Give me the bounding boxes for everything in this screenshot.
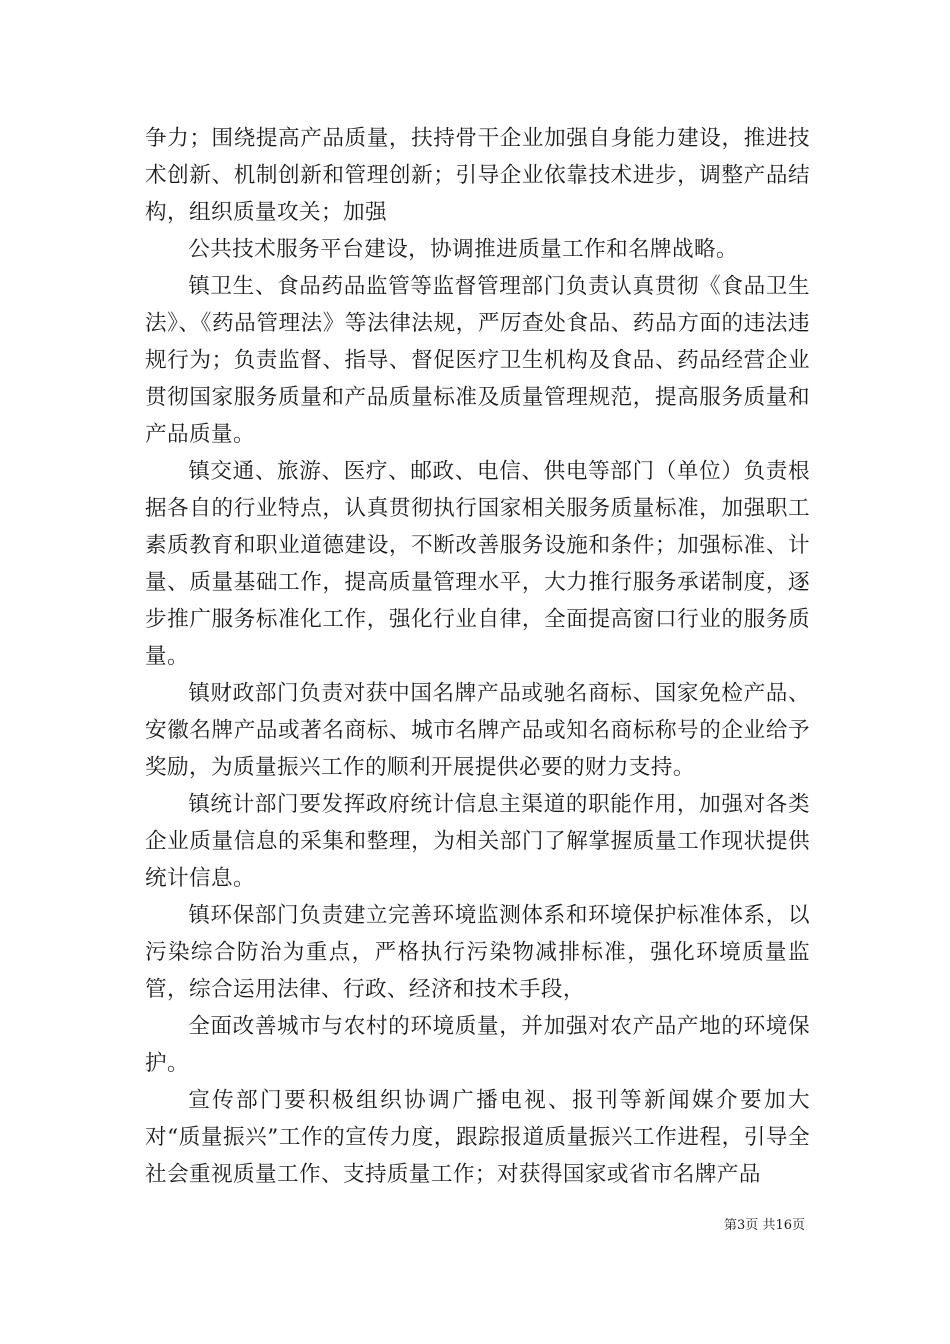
paragraph: 镇财政部门负责对获中国名牌产品或驰名商标、国家免检产品、安徽名牌产品或著名商标、城市名牌产品或知名商标称号的企业给予奖励，为质量振兴工作的顺利开展提供必要的财力支持。 [145,681,810,780]
paragraph: 全面改善城市与农村的环境质量，并加强对农产品产地的环境保护。 [145,1014,810,1076]
paragraph: 镇卫生、食品药品监管等监督管理部门负责认真贯彻《食品卫生法》、《药品管理法》等法律法规，严厉查处食品、药品方面的违法违规行为；负责监督、指导、督促医疗卫生机构及食品、药品经营企业贯彻国家服务质量和产品质量标准及质量管理规范，提高服务质量和产品质量。 [145,274,810,447]
footer-suffix: 页 [791,1218,805,1233]
paragraph: 镇环保部门负责建立完善环境监测体系和环境保护标准体系，以污染综合防治为重点，严格执行污染物减排标准，强化环境质量监管，综合运用法律、行政、经济和技术手段， [145,903,810,1002]
current-page-number: 3 [737,1218,746,1233]
footer-middle: 页 共 [745,1218,776,1233]
total-pages-number: 16 [775,1218,792,1233]
document-body [145,120,810,1193]
paragraph: 宣传部门要积极组织协调广播电视、报刊等新闻媒介要加大对“质量振兴”工作的宣传力度，跟踪报道质量振兴工作进程，引导全社会重视质量工作、支持质量工作；对获得国家或省市名牌产品 [145,1088,810,1187]
paragraph: 镇统计部门要发挥政府统计信息主渠道的职能作用，加强对各类企业质量信息的采集和整理，为相关部门了解掌握质量工作现状提供统计信息。 [145,792,810,891]
paragraph: 公共技术服务平台建设，协调推进质量工作和名牌战略。 [188,237,739,262]
paragraph: 镇交通、旅游、医疗、邮政、电信、供电等部门（单位）负责根据各自的行业特点，认真贯彻执行国家相关服务质量标准，加强职工素质教育和职业道德建设，不断改善服务设施和条件；加强标准、计量、质量基础工作，提高质量管理水平，大力推行服务承诺制度，逐步推广服务标准化工作，强化行业自律，全面提高窗口行业的服务质量。 [145,459,810,669]
page-number-footer [724,1214,805,1233]
paragraph-continued: 争力；围绕提高产品质量，扶持骨干企业加强自身能力建设，推进技术创新、机制创新和管理创新；引导企业依靠技术进步，调整产品结构，组织质量攻关；加强 [145,126,810,225]
footer-prefix: 第 [724,1218,738,1233]
